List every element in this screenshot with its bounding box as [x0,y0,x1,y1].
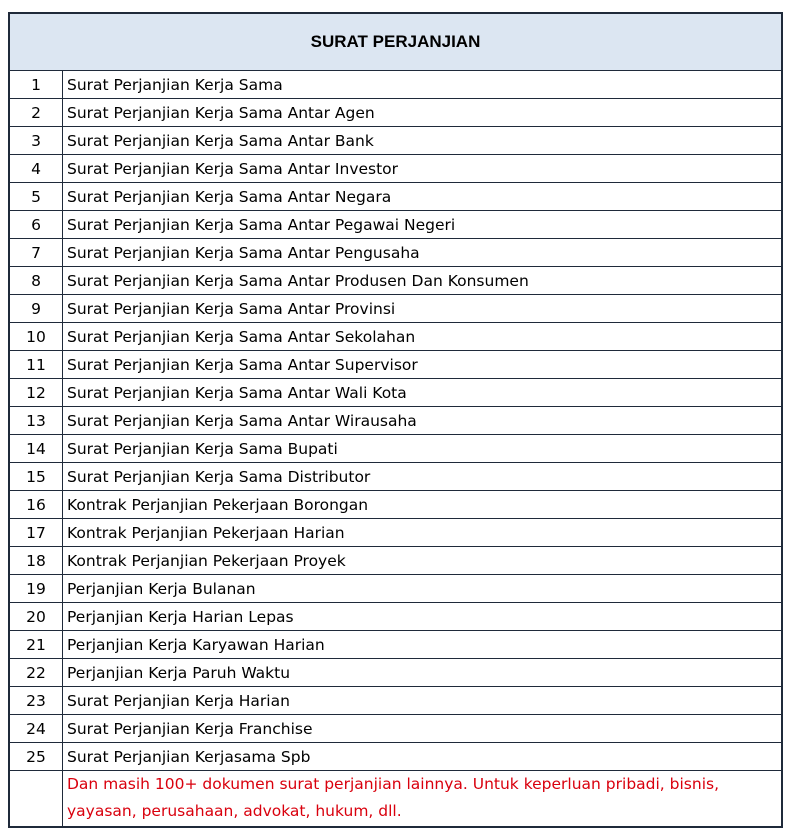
row-number: 19 [9,575,63,603]
row-number: 21 [9,631,63,659]
document-name: Surat Perjanjian Kerja Sama Distributor [63,463,783,491]
document-name: Perjanjian Kerja Harian Lepas [63,603,783,631]
document-name: Surat Perjanjian Kerja Sama Antar Sekolahan [63,323,783,351]
document-name: Surat Perjanjian Kerja Franchise [63,715,783,743]
row-number: 15 [9,463,63,491]
table-title: SURAT PERJANJIAN [9,13,782,71]
document-name: Kontrak Perjanjian Pekerjaan Borongan [63,491,783,519]
document-name: Surat Perjanjian Kerja Sama Antar Bank [63,127,783,155]
document-name: Surat Perjanjian Kerja Sama Antar Negara [63,183,783,211]
document-name: Perjanjian Kerja Karyawan Harian [63,631,783,659]
table-row [9,743,782,771]
document-table [8,12,783,828]
document-name: Surat Perjanjian Kerja Sama Bupati [63,435,783,463]
table-row [9,155,782,183]
table-row [9,323,782,351]
table-row [9,183,782,211]
document-name: Surat Perjanjian Kerja Harian [63,687,783,715]
table-row [9,407,782,435]
document-name: Surat Perjanjian Kerja Sama Antar Pegawai Negeri [63,211,783,239]
document-name: Surat Perjanjian Kerjasama Spb [63,743,783,771]
table-row [9,715,782,743]
document-name: Surat Perjanjian Kerja Sama Antar Investor [63,155,783,183]
row-number: 9 [9,295,63,323]
row-number: 16 [9,491,63,519]
row-number: 25 [9,743,63,771]
document-name: Kontrak Perjanjian Pekerjaan Proyek [63,547,783,575]
row-number: 23 [9,687,63,715]
table-row [9,127,782,155]
table-row [9,631,782,659]
row-number: 4 [9,155,63,183]
table-row [9,603,782,631]
table-row [9,295,782,323]
row-number: 2 [9,99,63,127]
document-name: Surat Perjanjian Kerja Sama Antar Wirausaha [63,407,783,435]
row-number: 17 [9,519,63,547]
row-number: 22 [9,659,63,687]
row-number: 1 [9,71,63,99]
table-row [9,575,782,603]
document-name: Surat Perjanjian Kerja Sama Antar Supervisor [63,351,783,379]
table-row [9,463,782,491]
table-row [9,351,782,379]
table-row [9,71,782,99]
note-text: Dan masih 100+ dokumen surat perjanjian lainnya. Untuk keperluan pribadi, bisnis, yayasan, perusahaan, advokat, hukum, dll. [63,771,783,828]
row-number: 6 [9,211,63,239]
document-name: Surat Perjanjian Kerja Sama Antar Produsen Dan Konsumen [63,267,783,295]
row-number: 11 [9,351,63,379]
table-row [9,491,782,519]
table-row [9,547,782,575]
table-row [9,379,782,407]
row-number: 5 [9,183,63,211]
row-number: 7 [9,239,63,267]
row-number: 13 [9,407,63,435]
table-row [9,267,782,295]
note-row [9,771,782,828]
row-number: 24 [9,715,63,743]
table-row [9,519,782,547]
row-number: 20 [9,603,63,631]
row-number: 10 [9,323,63,351]
row-number: 14 [9,435,63,463]
document-name: Surat Perjanjian Kerja Sama Antar Agen [63,99,783,127]
document-name: Surat Perjanjian Kerja Sama Antar Wali Kota [63,379,783,407]
table-row [9,659,782,687]
row-number: 12 [9,379,63,407]
document-name: Surat Perjanjian Kerja Sama Antar Provinsi [63,295,783,323]
document-name: Kontrak Perjanjian Pekerjaan Harian [63,519,783,547]
table-body [9,71,782,771]
table-row [9,99,782,127]
table-row [9,239,782,267]
row-number: 3 [9,127,63,155]
row-number: 8 [9,267,63,295]
note-number-cell [9,771,63,828]
document-name: Surat Perjanjian Kerja Sama Antar Pengusaha [63,239,783,267]
row-number: 18 [9,547,63,575]
document-name: Perjanjian Kerja Paruh Waktu [63,659,783,687]
table-row [9,211,782,239]
table-row [9,435,782,463]
table-row [9,687,782,715]
table-header-row [9,13,782,71]
document-name: Surat Perjanjian Kerja Sama [63,71,783,99]
document-name: Perjanjian Kerja Bulanan [63,575,783,603]
